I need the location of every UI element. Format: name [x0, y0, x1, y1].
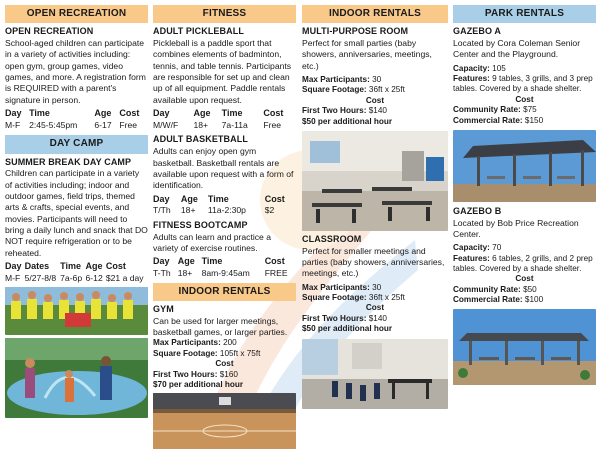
schedule-header: Dates [24, 261, 50, 272]
classroom-first-two-hours [302, 314, 448, 324]
gazebo-b-cost-title: Cost [515, 274, 534, 284]
gazebo-a-photo [453, 130, 596, 202]
classroom-cost-title: Cost [365, 303, 385, 313]
column-fitness [153, 5, 296, 449]
column-park-rentals [453, 5, 596, 385]
pickleball-schedule [153, 108, 296, 131]
multipurpose-additional-hour [302, 117, 448, 127]
gym-additional-hour [153, 380, 296, 390]
gazebo-b-community-rate [453, 285, 596, 295]
day-camp-description: Children can participate in a variety of activities including; indoor and outdoor games, field trips, themed arts & crafts, special events, and movies. Participants will need to bring a daily lunch and snack that DO NOT require refrigeration or to be reheated. [5, 168, 148, 258]
value: $70 per additional hour [153, 379, 244, 389]
label: Max Participants: [302, 282, 370, 292]
column-open-recreation [5, 5, 148, 418]
schedule-header: Day [5, 261, 22, 272]
schedule-header: Time [207, 193, 229, 204]
gym-heading: GYM [153, 303, 174, 314]
gazebo-a-cost-title: Cost [515, 94, 534, 104]
schedule-header: Day [153, 193, 170, 204]
multipurpose-cost-title: Cost [365, 95, 385, 105]
gazebo-a-features [453, 74, 596, 95]
fitness-band: FITNESS [153, 5, 296, 23]
value: $150 [524, 115, 544, 125]
pickleball-heading: ADULT PICKLEBALL [153, 26, 244, 37]
gym-photo [153, 393, 296, 449]
schedule-header: Age [180, 193, 198, 204]
gazebo-b-commercial-rate [453, 295, 596, 305]
park-rentals-band: PARK RENTALS [453, 5, 596, 23]
schedule-cell: $2 [264, 205, 275, 216]
gym-first-two-hours [153, 370, 296, 380]
value: 6 tables, 2 grills, and 2 prep tables. Covered by a shade shelter. [453, 253, 593, 273]
value: $140 [368, 106, 387, 116]
multipurpose-heading: MULTI-PURPOSE ROOM [302, 26, 409, 37]
multipurpose-room-photo [302, 131, 448, 231]
schedule-header: Day [153, 256, 170, 267]
value: 36ft x 25ft [368, 85, 405, 95]
basketball-description: Adults can enjoy open gym basketball. Basketball rentals are available upon request with a form of identification. [153, 146, 294, 191]
schedule-cell: 11a-2:30p [207, 205, 246, 216]
label: Capacity: [453, 63, 490, 73]
schedule-header: Time [29, 108, 50, 119]
label: Square Footage: [302, 293, 367, 303]
schedule-cell: Free [119, 120, 138, 130]
gazebo-b-location: Located by Bob Price Recreation Center. [453, 217, 579, 240]
multipurpose-first-two-hours [302, 106, 448, 116]
schedule-cell: M-F [5, 273, 21, 284]
label: Max Participants: [302, 75, 370, 85]
value: 30 [372, 282, 382, 292]
classroom-heading: CLASSROOM [302, 233, 362, 244]
schedule-header: Age [85, 261, 103, 272]
gazebo-a-heading: GAZEBO A [453, 26, 501, 37]
schedule-header: Age [177, 256, 195, 267]
schedule-header: Age [193, 108, 211, 119]
bootcamp-description: Adults can learn and practice a variety of exercise routines. [153, 231, 271, 254]
schedule-header: Day [5, 108, 22, 119]
label: Capacity: [453, 243, 490, 253]
schedule-header: Age [94, 108, 112, 119]
schedule-cell: M/W/F [153, 120, 179, 130]
schedule-header: Day [153, 108, 170, 119]
schedule-header: Time [60, 261, 81, 272]
schedule-cell: M-F [5, 120, 21, 130]
value: $100 [524, 295, 544, 305]
schedule-cell: 6-12 [85, 273, 103, 284]
value: $140 [368, 314, 387, 324]
value: 70 [492, 243, 502, 253]
open-recreation-heading: OPEN RECREATION [5, 26, 94, 37]
gazebo-b-capacity [453, 243, 596, 253]
multipurpose-participants [302, 75, 448, 85]
label: Square Footage: [153, 348, 218, 358]
schedule-cell: 7a-6p [60, 273, 83, 284]
schedule-cell: 18+ [180, 205, 196, 216]
schedule-cell: $21 a day [105, 273, 144, 284]
label: First Two Hours: [302, 314, 367, 324]
schedule-header: Cost [263, 108, 284, 119]
label: Commercial Rate: [453, 115, 523, 125]
pickleball-description: Pickleball is a paddle sport that combines elements of badminton, tennis, and table tennis. Participants are responsible for set up and clean up of all equipment. Paddle rentals available upon request. [153, 38, 292, 105]
day-camp-band: DAY CAMP [5, 135, 148, 153]
schedule-cell: 2:45-5:45pm [29, 120, 78, 130]
basketball-schedule [153, 194, 296, 217]
basketball-heading: ADULT BASKETBALL [153, 134, 248, 145]
day-camp-splash-photo [5, 338, 148, 418]
label: First Two Hours: [153, 369, 218, 379]
schedule-cell: T/Th [153, 205, 171, 216]
gazebo-b-features [453, 254, 596, 275]
classroom-description: Perfect for smaller meetings and parties (baby showers, anniversaries, meetings, etc.) [302, 245, 445, 279]
schedule-header: Cost [105, 261, 126, 272]
value: 30 [372, 75, 382, 85]
classroom-footage [302, 293, 448, 303]
label: First Two Hours: [302, 106, 367, 116]
classroom-additional-hour [302, 324, 448, 334]
bootcamp-schedule [153, 256, 296, 279]
value: 105 [492, 63, 506, 73]
gym-description: Can be used for larger meetings, basketball games, or larger parties. [153, 315, 288, 337]
indoor-rentals-gym-band: INDOOR RENTALS [153, 283, 296, 301]
schedule-cell: 5/27-8/8 [24, 273, 57, 284]
label: Square Footage: [302, 85, 367, 95]
gym-participants [153, 338, 296, 348]
open-recreation-schedule [5, 108, 148, 131]
schedule-header: Time [201, 256, 223, 267]
indoor-rentals-band: INDOOR RENTALS [302, 5, 448, 23]
gym-footage [153, 349, 296, 359]
value: $50 per additional hour [302, 116, 393, 126]
classroom-participants [302, 283, 448, 293]
schedule-header: Cost [264, 256, 285, 267]
label: Community Rate: [453, 105, 521, 115]
value: $50 [523, 284, 537, 294]
gazebo-b-heading: GAZEBO B [453, 205, 502, 216]
gazebo-a-community-rate [453, 105, 596, 115]
label: Features: [453, 253, 490, 263]
schedule-cell: 18+ [193, 120, 209, 130]
open-recreation-band: OPEN RECREATION [5, 5, 148, 23]
column-indoor-rentals [302, 5, 448, 409]
schedule-cell: 18+ [177, 268, 193, 279]
multipurpose-description: Perfect for small parties (baby showers, anniversaries, meetings, etc.) [302, 38, 432, 71]
value: $50 per additional hour [302, 324, 393, 334]
schedule-cell: 6-17 [94, 120, 112, 130]
schedule-header: Cost [264, 193, 285, 204]
schedule-header: Time [221, 108, 243, 119]
day-camp-heading: SUMMER BREAK DAY CAMP [5, 156, 132, 167]
bootcamp-heading: FITNESS BOOTCAMP [153, 219, 248, 230]
label: Community Rate: [453, 284, 521, 294]
open-recreation-description: School-aged children can participate in a variety of activities including: open gym, group games, video games, and more. A registration form is REQUIRED with a parent's signature in person. [5, 38, 146, 105]
value: 105ft x 75ft [219, 348, 261, 358]
classroom-photo [302, 339, 448, 409]
schedule-cell: 8am-9:45am [201, 268, 250, 279]
day-camp-schedule [5, 261, 148, 284]
gym-cost-title: Cost [215, 358, 234, 368]
value: $75 [523, 105, 537, 115]
label: Features: [453, 74, 490, 83]
schedule-cell: T-Th [153, 268, 171, 279]
label: Commercial Rate: [453, 295, 523, 305]
value: 9 tables, 3 grills, and 3 prep tables. Covered by a shade shelter. [453, 74, 593, 94]
gazebo-b-photo [453, 309, 596, 385]
schedule-cell: 7a-11a [221, 120, 248, 130]
gazebo-a-commercial-rate [453, 116, 596, 126]
schedule-cell: FREE [264, 268, 288, 279]
schedule-header: Cost [119, 108, 140, 119]
value: 200 [223, 338, 237, 348]
gazebo-a-location: Located by Cora Coleman Senior Center and the Playground. [453, 38, 581, 60]
multipurpose-footage [302, 85, 448, 95]
day-camp-kids-photo [5, 287, 148, 335]
schedule-cell: Free [263, 120, 282, 130]
label: Max Participants: [153, 338, 221, 348]
gazebo-a-capacity [453, 64, 596, 74]
value: $160 [219, 369, 238, 379]
value: 36ft x 25ft [368, 293, 405, 303]
